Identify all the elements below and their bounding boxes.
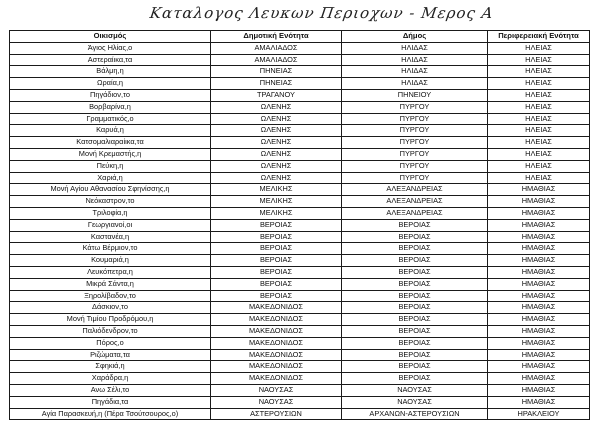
cell-regional-unit: ΗΜΑΘΙΑΣ — [488, 325, 590, 337]
cell-regional-unit: ΗΜΑΘΙΑΣ — [488, 266, 590, 278]
cell-regional-unit: ΗΜΑΘΙΑΣ — [488, 196, 590, 208]
cell-municipality: ΒΕΡΟΙΑΣ — [342, 373, 488, 385]
cell-municipality: ΑΡΧΑΝΩΝ-ΑΣΤΕΡΟΥΣΙΩΝ — [342, 408, 488, 420]
regions-table — [9, 30, 590, 420]
cell-regional-unit: ΗΜΑΘΙΑΣ — [488, 384, 590, 396]
cell-regional-unit: ΗΜΑΘΙΑΣ — [488, 207, 590, 219]
table-row — [10, 302, 590, 314]
table-row — [10, 172, 590, 184]
cell-settlement: Ωραία,η — [10, 78, 211, 90]
cell-municipality: ΑΛΕΞΑΝΔΡΕΙΑΣ — [342, 196, 488, 208]
table-row — [10, 160, 590, 172]
cell-municipal-unit: ΑΜΑΛΙΑΔΟΣ — [211, 42, 342, 54]
cell-municipal-unit: ΩΛΕΝΗΣ — [211, 137, 342, 149]
cell-settlement: Δάσκιον,το — [10, 302, 211, 314]
table-row — [10, 243, 590, 255]
table-row — [10, 231, 590, 243]
cell-municipality: ΒΕΡΟΙΑΣ — [342, 243, 488, 255]
table-row — [10, 278, 590, 290]
cell-municipal-unit: ΜΕΛΙΚΗΣ — [211, 196, 342, 208]
cell-municipal-unit: ΒΕΡΟΙΑΣ — [211, 219, 342, 231]
table-row — [10, 137, 590, 149]
cell-regional-unit: ΗΛΕΙΑΣ — [488, 160, 590, 172]
cell-municipal-unit: ΜΑΚΕΔΟΝΙΔΟΣ — [211, 373, 342, 385]
cell-settlement: Μικρά Σάντα,η — [10, 278, 211, 290]
cell-settlement: Βάλμη,η — [10, 66, 211, 78]
cell-settlement: Πόρος,ο — [10, 337, 211, 349]
cell-settlement: Γεωργιανοί,οι — [10, 219, 211, 231]
table-row — [10, 101, 590, 113]
cell-regional-unit: ΗΜΑΘΙΑΣ — [488, 255, 590, 267]
cell-regional-unit: ΗΜΑΘΙΑΣ — [488, 314, 590, 326]
cell-settlement: Χαριά,η — [10, 172, 211, 184]
cell-municipal-unit: ΜΑΚΕΔΟΝΙΔΟΣ — [211, 349, 342, 361]
cell-municipal-unit: ΑΜΑΛΙΑΔΟΣ — [211, 54, 342, 66]
table-row — [10, 207, 590, 219]
cell-settlement: Ξηρολίβαδον,το — [10, 290, 211, 302]
cell-municipality: ΝΑΟΥΣΑΣ — [342, 384, 488, 396]
document-title: Καταλογος Λευκων Περιοχων - Μερος Α — [148, 4, 495, 22]
cell-regional-unit: ΗΛΕΙΑΣ — [488, 42, 590, 54]
cell-settlement: Κάτω Βέρμιον,το — [10, 243, 211, 255]
cell-regional-unit: ΗΜΑΘΙΑΣ — [488, 396, 590, 408]
cell-regional-unit: ΗΛΕΙΑΣ — [488, 172, 590, 184]
cell-municipal-unit: ΩΛΕΝΗΣ — [211, 148, 342, 160]
cell-regional-unit: ΗΜΑΘΙΑΣ — [488, 290, 590, 302]
cell-settlement: Σφηκιά,η — [10, 361, 211, 373]
cell-regional-unit: ΗΜΑΘΙΑΣ — [488, 361, 590, 373]
cell-municipal-unit: ΒΕΡΟΙΑΣ — [211, 290, 342, 302]
cell-settlement: Κατσομαλιαραίικα,τα — [10, 137, 211, 149]
table-row — [10, 373, 590, 385]
cell-regional-unit: ΗΜΑΘΙΑΣ — [488, 349, 590, 361]
cell-municipal-unit: ΜΕΛΙΚΗΣ — [211, 207, 342, 219]
cell-settlement: Παλιόδενδρον,το — [10, 325, 211, 337]
cell-settlement: Άγιος Ηλίας,ο — [10, 42, 211, 54]
cell-municipal-unit: ΩΛΕΝΗΣ — [211, 101, 342, 113]
cell-municipality: ΠΥΡΓΟΥ — [342, 125, 488, 137]
cell-settlement: Μονή Τιμίου Προδρόμου,η — [10, 314, 211, 326]
cell-settlement: Ανω Σέλι,το — [10, 384, 211, 396]
table-row — [10, 314, 590, 326]
cell-municipal-unit: ΒΕΡΟΙΑΣ — [211, 243, 342, 255]
cell-municipality: ΑΛΕΞΑΝΔΡΕΙΑΣ — [342, 184, 488, 196]
cell-regional-unit: ΗΜΑΘΙΑΣ — [488, 243, 590, 255]
header-municipal-unit: Δημοτική Ενότητα — [211, 31, 342, 43]
table-row — [10, 408, 590, 420]
cell-settlement: Βορβαρίνα,η — [10, 101, 211, 113]
cell-settlement: Αγία Παρασκευή,η (Πέρα Τσούτσουρος,ο) — [10, 408, 211, 420]
cell-settlement: Καρυά,η — [10, 125, 211, 137]
table-row — [10, 219, 590, 231]
cell-municipality: ΒΕΡΟΙΑΣ — [342, 325, 488, 337]
cell-settlement: Τριλοφία,η — [10, 207, 211, 219]
cell-municipal-unit: ΜΑΚΕΔΟΝΙΔΟΣ — [211, 314, 342, 326]
cell-municipality: ΑΛΕΞΑΝΔΡΕΙΑΣ — [342, 207, 488, 219]
cell-municipality: ΒΕΡΟΙΑΣ — [342, 314, 488, 326]
cell-municipal-unit: ΑΣΤΕΡΟΥΣΙΩΝ — [211, 408, 342, 420]
cell-settlement: Πηγάδιον,το — [10, 89, 211, 101]
cell-settlement: Νεόκαστρον,το — [10, 196, 211, 208]
cell-municipality: ΗΛΙΔΑΣ — [342, 78, 488, 90]
cell-municipality: ΒΕΡΟΙΑΣ — [342, 337, 488, 349]
cell-municipal-unit: ΩΛΕΝΗΣ — [211, 125, 342, 137]
cell-regional-unit: ΗΛΕΙΑΣ — [488, 148, 590, 160]
cell-municipality: ΗΛΙΔΑΣ — [342, 42, 488, 54]
cell-municipality: ΠΗΝΕΙΟΥ — [342, 89, 488, 101]
cell-municipality: ΒΕΡΟΙΑΣ — [342, 255, 488, 267]
cell-settlement: Γραμματικός,ο — [10, 113, 211, 125]
table-row — [10, 184, 590, 196]
header-regional-unit: Περιφερειακή Ενότητα — [488, 31, 590, 43]
cell-regional-unit: ΗΛΕΙΑΣ — [488, 89, 590, 101]
cell-regional-unit: ΗΜΑΘΙΑΣ — [488, 231, 590, 243]
table-row — [10, 396, 590, 408]
cell-municipality: ΒΕΡΟΙΑΣ — [342, 349, 488, 361]
cell-municipal-unit: ΜΕΛΙΚΗΣ — [211, 184, 342, 196]
cell-municipality: ΒΕΡΟΙΑΣ — [342, 302, 488, 314]
cell-settlement: Μονή Αγίου Αθανασίου Σφηνίσσης,η — [10, 184, 211, 196]
cell-regional-unit: ΗΛΕΙΑΣ — [488, 78, 590, 90]
cell-municipality: ΗΛΙΔΑΣ — [342, 66, 488, 78]
cell-regional-unit: ΗΜΑΘΙΑΣ — [488, 219, 590, 231]
cell-settlement: Αστεραίικα,τα — [10, 54, 211, 66]
cell-municipality: ΠΥΡΓΟΥ — [342, 172, 488, 184]
table-row — [10, 349, 590, 361]
cell-municipal-unit: ΜΑΚΕΔΟΝΙΔΟΣ — [211, 302, 342, 314]
cell-regional-unit: ΗΛΕΙΑΣ — [488, 66, 590, 78]
cell-municipal-unit: ΒΕΡΟΙΑΣ — [211, 278, 342, 290]
cell-regional-unit: ΗΡΑΚΛΕΙΟΥ — [488, 408, 590, 420]
cell-municipality: ΒΕΡΟΙΑΣ — [342, 290, 488, 302]
cell-municipality: ΠΥΡΓΟΥ — [342, 148, 488, 160]
cell-municipal-unit: ΒΕΡΟΙΑΣ — [211, 255, 342, 267]
cell-settlement: Μονή Κρεμαστής,η — [10, 148, 211, 160]
table-header-row — [10, 31, 590, 43]
table-row — [10, 325, 590, 337]
table-row — [10, 255, 590, 267]
cell-regional-unit: ΗΛΕΙΑΣ — [488, 113, 590, 125]
cell-municipality: ΒΕΡΟΙΑΣ — [342, 219, 488, 231]
table-row — [10, 148, 590, 160]
cell-municipality: ΒΕΡΟΙΑΣ — [342, 231, 488, 243]
cell-municipal-unit: ΒΕΡΟΙΑΣ — [211, 231, 342, 243]
cell-regional-unit: ΗΜΑΘΙΑΣ — [488, 278, 590, 290]
cell-municipal-unit: ΝΑΟΥΣΑΣ — [211, 384, 342, 396]
table-row — [10, 337, 590, 349]
cell-settlement: Πηγάδια,τα — [10, 396, 211, 408]
cell-municipality: ΒΕΡΟΙΑΣ — [342, 361, 488, 373]
cell-settlement: Ριζώματα,τα — [10, 349, 211, 361]
cell-regional-unit: ΗΛΕΙΑΣ — [488, 101, 590, 113]
cell-municipality: ΝΑΟΥΣΑΣ — [342, 396, 488, 408]
cell-regional-unit: ΗΛΕΙΑΣ — [488, 125, 590, 137]
cell-municipal-unit: ΤΡΑΓΑΝΟΥ — [211, 89, 342, 101]
table-row — [10, 54, 590, 66]
table-row — [10, 125, 590, 137]
cell-regional-unit: ΗΜΑΘΙΑΣ — [488, 184, 590, 196]
cell-settlement: Καστανέα,η — [10, 231, 211, 243]
table-row — [10, 290, 590, 302]
table-row — [10, 113, 590, 125]
cell-regional-unit: ΗΛΕΙΑΣ — [488, 54, 590, 66]
cell-municipality: ΠΥΡΓΟΥ — [342, 160, 488, 172]
cell-regional-unit: ΗΜΑΘΙΑΣ — [488, 302, 590, 314]
cell-regional-unit: ΗΛΕΙΑΣ — [488, 137, 590, 149]
table-row — [10, 89, 590, 101]
cell-municipality: ΗΛΙΔΑΣ — [342, 54, 488, 66]
cell-regional-unit: ΗΜΑΘΙΑΣ — [488, 337, 590, 349]
table-row — [10, 66, 590, 78]
table-row — [10, 78, 590, 90]
cell-municipal-unit: ΜΑΚΕΔΟΝΙΔΟΣ — [211, 325, 342, 337]
cell-municipal-unit: ΩΛΕΝΗΣ — [211, 113, 342, 125]
cell-municipality: ΠΥΡΓΟΥ — [342, 137, 488, 149]
cell-municipal-unit: ΒΕΡΟΙΑΣ — [211, 266, 342, 278]
cell-municipal-unit: ΠΗΝΕΙΑΣ — [211, 78, 342, 90]
table-body — [10, 42, 590, 420]
table-row — [10, 266, 590, 278]
table-row — [10, 42, 590, 54]
header-settlement: Οικισμός — [10, 31, 211, 43]
cell-municipality: ΒΕΡΟΙΑΣ — [342, 278, 488, 290]
cell-settlement: Λευκόπετρα,η — [10, 266, 211, 278]
cell-regional-unit: ΗΜΑΘΙΑΣ — [488, 373, 590, 385]
cell-municipal-unit: ΝΑΟΥΣΑΣ — [211, 396, 342, 408]
cell-municipality: ΠΥΡΓΟΥ — [342, 113, 488, 125]
cell-municipality: ΠΥΡΓΟΥ — [342, 101, 488, 113]
cell-municipal-unit: ΩΛΕΝΗΣ — [211, 172, 342, 184]
cell-municipal-unit: ΩΛΕΝΗΣ — [211, 160, 342, 172]
cell-municipal-unit: ΜΑΚΕΔΟΝΙΔΟΣ — [211, 337, 342, 349]
table-row — [10, 384, 590, 396]
cell-municipal-unit: ΜΑΚΕΔΟΝΙΔΟΣ — [211, 361, 342, 373]
table-row — [10, 361, 590, 373]
cell-settlement: Κουμαριά,η — [10, 255, 211, 267]
cell-municipal-unit: ΠΗΝΕΙΑΣ — [211, 66, 342, 78]
header-municipality: Δήμος — [342, 31, 488, 43]
cell-settlement: Χαράδρα,η — [10, 373, 211, 385]
table-row — [10, 196, 590, 208]
cell-municipality: ΒΕΡΟΙΑΣ — [342, 266, 488, 278]
cell-settlement: Πεύκη,η — [10, 160, 211, 172]
